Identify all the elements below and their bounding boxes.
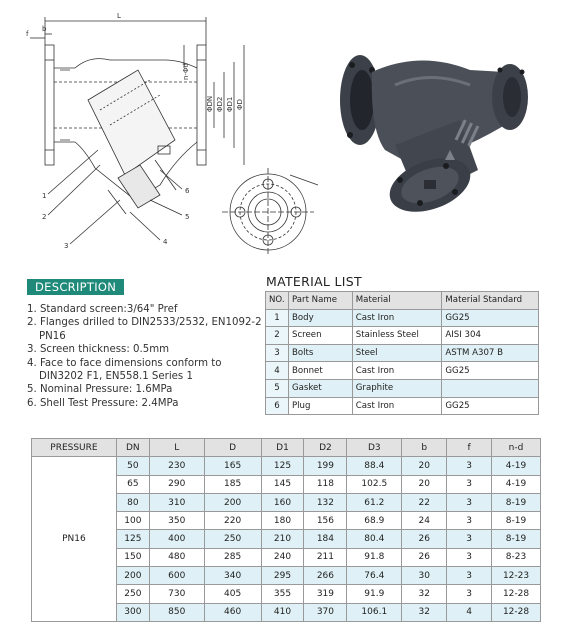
cell-d: 405 [204,585,261,603]
cell-dn: 50 [116,457,149,475]
cell-d3: 80.4 [347,530,402,548]
cell-material: Cast Iron [352,309,442,327]
callout-2: 2 [42,213,47,221]
cell-material: Cast Iron [352,397,442,415]
cell-dn: 80 [116,493,149,511]
cell-f: 3 [447,548,492,566]
col-header-d3: D3 [347,439,402,457]
description-item: 3. Screen thickness: 0.5mm [27,344,170,356]
cell-f: 3 [447,567,492,585]
dim-label-d: ΦD [236,99,244,110]
cell-l: 400 [149,530,204,548]
callout-6: 6 [185,187,190,195]
table-header-row [32,439,541,457]
cell-d: 200 [204,493,261,511]
table-row [266,309,539,327]
table-row [266,362,539,380]
cell-dn: 150 [116,548,149,566]
col-header-material: Material [352,292,442,310]
cell-f: 3 [447,512,492,530]
cell-dn: 200 [116,567,149,585]
valve-photo [340,55,528,222]
cell-part-name: Body [288,309,352,327]
cell-d1: 210 [261,530,304,548]
cell-material: Graphite [352,379,442,397]
cell-d: 340 [204,567,261,585]
cell-d2: 118 [304,475,347,493]
cell-material-standard: AISI 304 [442,327,539,345]
cell-d: 220 [204,512,261,530]
cell-n-d: 8-19 [492,530,541,548]
cell-d3: 88.4 [347,457,402,475]
cell-d1: 180 [261,512,304,530]
spec-table-body [32,457,541,622]
col-header-part-name: Part Name [288,292,352,310]
cell-part-name: Bolts [288,344,352,362]
cell-b: 24 [402,512,447,530]
cell-material-standard: GG25 [442,397,539,415]
cell-b: 20 [402,475,447,493]
cell-part-name: Screen [288,327,352,345]
cell-l: 310 [149,493,204,511]
cell-material-standard [442,379,539,397]
cell-n-d: 4-19 [492,475,541,493]
cell-d2: 319 [304,585,347,603]
cell-no: 5 [266,379,289,397]
cell-d3: 76.4 [347,567,402,585]
cell-d3: 68.9 [347,512,402,530]
cell-f: 3 [447,493,492,511]
cell-d3: 91.8 [347,548,402,566]
cell-dn: 125 [116,530,149,548]
product-drawing [0,0,570,265]
cell-d: 250 [204,530,261,548]
callout-4: 4 [163,238,168,246]
cell-d3: 102.5 [347,475,402,493]
cell-d1: 295 [261,567,304,585]
table-header-row [266,292,539,310]
col-header-pressure: PRESSURE [32,439,117,457]
col-header-d1: D1 [261,439,304,457]
cell-d2: 370 [304,603,347,621]
cell-l: 350 [149,512,204,530]
cell-n-d: 8-19 [492,512,541,530]
cell-d3: 106.1 [347,603,402,621]
cell-b: 32 [402,603,447,621]
cell-d1: 410 [261,603,304,621]
cell-n-d: 8-19 [492,493,541,511]
dim-label-b: b [42,25,47,33]
material-list-table [265,291,539,415]
cell-d2: 156 [304,512,347,530]
cell-f: 3 [447,475,492,493]
dimension-spec-table [31,438,541,622]
description-item: 5. Nominal Pressure: 1.6MPa [27,384,173,396]
cell-part-name: Gasket [288,379,352,397]
cell-d3: 91.9 [347,585,402,603]
cell-d2: 184 [304,530,347,548]
cell-dn: 65 [116,475,149,493]
cell-part-name: Bonnet [288,362,352,380]
cell-f: 4 [447,603,492,621]
col-header-material-standard: Material Standard [442,292,539,310]
cell-b: 26 [402,548,447,566]
cell-material: Cast Iron [352,362,442,380]
cell-d: 460 [204,603,261,621]
cell-d: 165 [204,457,261,475]
cell-material: Steel [352,344,442,362]
table-row [266,379,539,397]
cell-dn: 100 [116,512,149,530]
cell-l: 850 [149,603,204,621]
cell-d1: 355 [261,585,304,603]
cell-f: 3 [447,457,492,475]
col-header-f: f [447,439,492,457]
table-row [266,397,539,415]
cell-d: 285 [204,548,261,566]
material-list-title: MATERIAL LIST [266,274,362,289]
description-title: DESCRIPTION [27,279,124,295]
description-item: 4. Face to face dimensions conform to DIN3202 F1, EN558.1 Series 1 [27,357,222,383]
callout-5: 5 [185,213,190,221]
technical-drawing [30,17,244,244]
dim-label-dn: ΦDN [206,95,214,112]
cell-f: 3 [447,530,492,548]
col-header-d2: D2 [304,439,347,457]
cell-material: Stainless Steel [352,327,442,345]
dim-label-n-d: n-Φd [182,63,190,80]
cell-b: 30 [402,567,447,585]
dim-label-L: L [117,12,121,20]
callout-3: 3 [64,242,69,250]
dim-label-d2: ΦD2 [216,96,224,112]
description-item: 6. Shell Test Pressure: 2.4MPa [27,397,179,409]
cell-no: 4 [266,362,289,380]
cell-n-d: 12-23 [492,567,541,585]
cell-b: 26 [402,530,447,548]
col-header-b: b [402,439,447,457]
cell-d2: 266 [304,567,347,585]
col-header-no: NO. [266,292,289,310]
table-row [266,327,539,345]
cell-d2: 199 [304,457,347,475]
cell-n-d: 8-23 [492,548,541,566]
cell-dn: 250 [116,585,149,603]
cell-dn: 300 [116,603,149,621]
cell-material-standard: GG25 [442,309,539,327]
cell-part-name: Plug [288,397,352,415]
cell-l: 230 [149,457,204,475]
table-row [32,457,541,475]
col-header-d: D [204,439,261,457]
cell-d1: 160 [261,493,304,511]
description-item: 1. Standard screen:3/64" Pref [27,304,178,315]
flange-end-view [222,168,318,256]
cell-l: 480 [149,548,204,566]
col-header-n-d: n-d [492,439,541,457]
cell-material-standard: GG25 [442,362,539,380]
col-header-dn: DN [116,439,149,457]
cell-b: 32 [402,585,447,603]
cell-d1: 145 [261,475,304,493]
cell-no: 2 [266,327,289,345]
cell-n-d: 12-28 [492,585,541,603]
cell-d1: 240 [261,548,304,566]
cell-d2: 132 [304,493,347,511]
cell-b: 20 [402,457,447,475]
cell-no: 1 [266,309,289,327]
cell-no: 6 [266,397,289,415]
description-item: 2. Flanges drilled to DIN2533/2532, EN1092-2 PN16 [27,317,262,342]
cell-no: 3 [266,344,289,362]
dim-label-f: f [26,30,29,38]
cell-n-d: 4-19 [492,457,541,475]
cell-d2: 211 [304,548,347,566]
cell-n-d: 12-28 [492,603,541,621]
description-list [27,303,262,410]
cell-b: 22 [402,493,447,511]
cell-d: 185 [204,475,261,493]
cell-l: 600 [149,567,204,585]
dim-label-d1: ΦD1 [226,96,234,112]
cell-d3: 61.2 [347,493,402,511]
col-header-l: L [149,439,204,457]
cell-pressure: PN16 [32,457,117,622]
cell-d1: 125 [261,457,304,475]
table-row [266,344,539,362]
cell-f: 3 [447,585,492,603]
cell-l: 290 [149,475,204,493]
callout-1: 1 [42,192,47,200]
cell-material-standard: ASTM A307 B [442,344,539,362]
cell-l: 730 [149,585,204,603]
